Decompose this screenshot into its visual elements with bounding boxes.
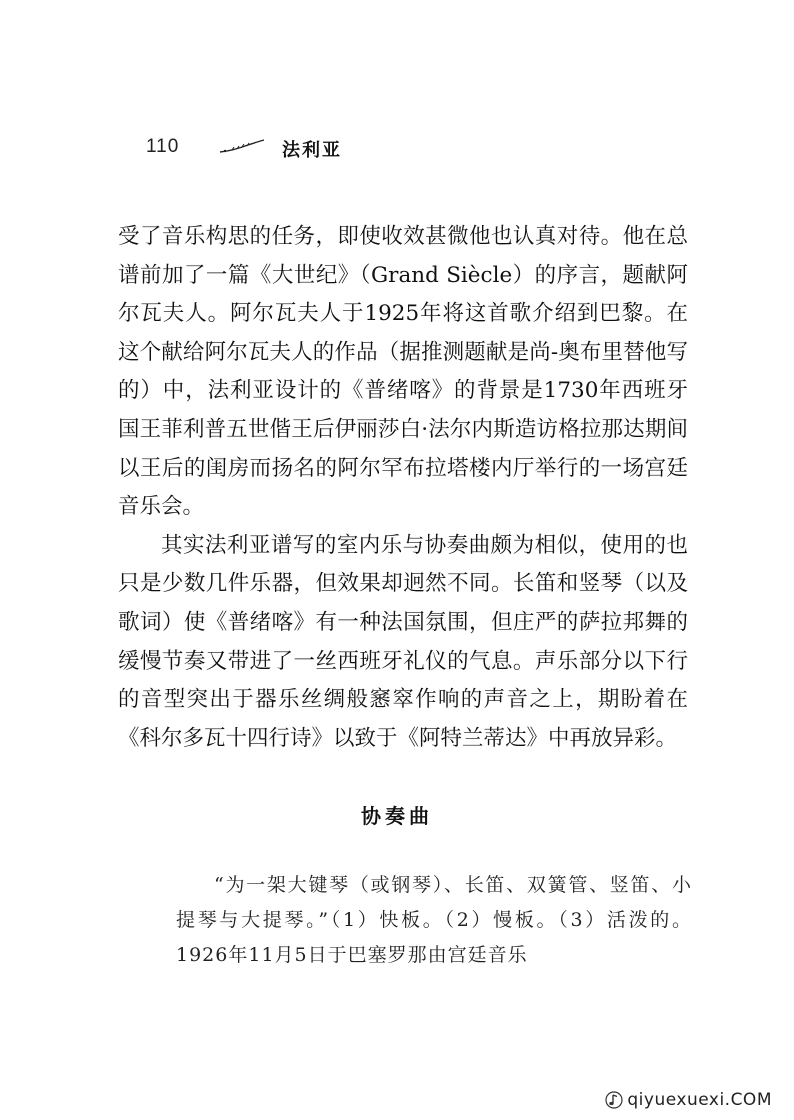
page-number: 110 [146, 136, 180, 157]
catalog-entry-text: “为一架大键琴（或钢琴）、长笛、双簧管、竖笛、小提琴与大提琴。”（1）快板。（2）慢板。（3）活泼的。1926年11月5日于巴塞罗那由宫廷音乐 [176, 874, 692, 966]
paragraph: 受了音乐构思的任务，即使收效甚微他也认真对待。他在总谱前加了一篇《大世纪》（Grand Siècle）的序言，题献阿尔瓦夫人。阿尔瓦夫人于1925年将这首歌介绍到巴黎。在这个献给阿尔瓦夫人的作品（据推测题献是尚-奥布里替他写的）中，法利亚设计的《普绪喀》的背景是1730年西班牙国王菲利普五世偕王后伊丽莎白·法尔内斯造访格拉那达期间以王后的闺房而扬名的阿尔罕布拉塔楼内厅举行的一场宫廷音乐会。 [118, 224, 688, 520]
watermark-text: qiyuexuexi.COM [627, 1090, 772, 1110]
music-note-icon [605, 1091, 623, 1109]
running-title: 法利亚 [282, 140, 342, 161]
body-text [118, 218, 688, 758]
catalog-entry [176, 868, 692, 973]
quill-flourish-icon [218, 138, 266, 156]
page-header [146, 136, 466, 166]
section-heading: 协奏曲 [361, 804, 433, 828]
watermark [605, 1090, 772, 1110]
paragraph: 其实法利亚谱写的室内乐与协奏曲颇为相似，使用的也只是少数几件乐器，但效果却迥然不同。长笛和竖琴（以及歌词）使《普绪喀》有一种法国氛围，但庄严的萨拉邦舞的缓慢节奏又带进了一丝西班牙礼仪的气息。声乐部分以下行的音型突出于器乐丝绸般窸窣作响的声音之上，期盼着在《科尔多瓦十四行诗》以致于《阿特兰蒂达》中再放异彩。 [118, 532, 688, 751]
